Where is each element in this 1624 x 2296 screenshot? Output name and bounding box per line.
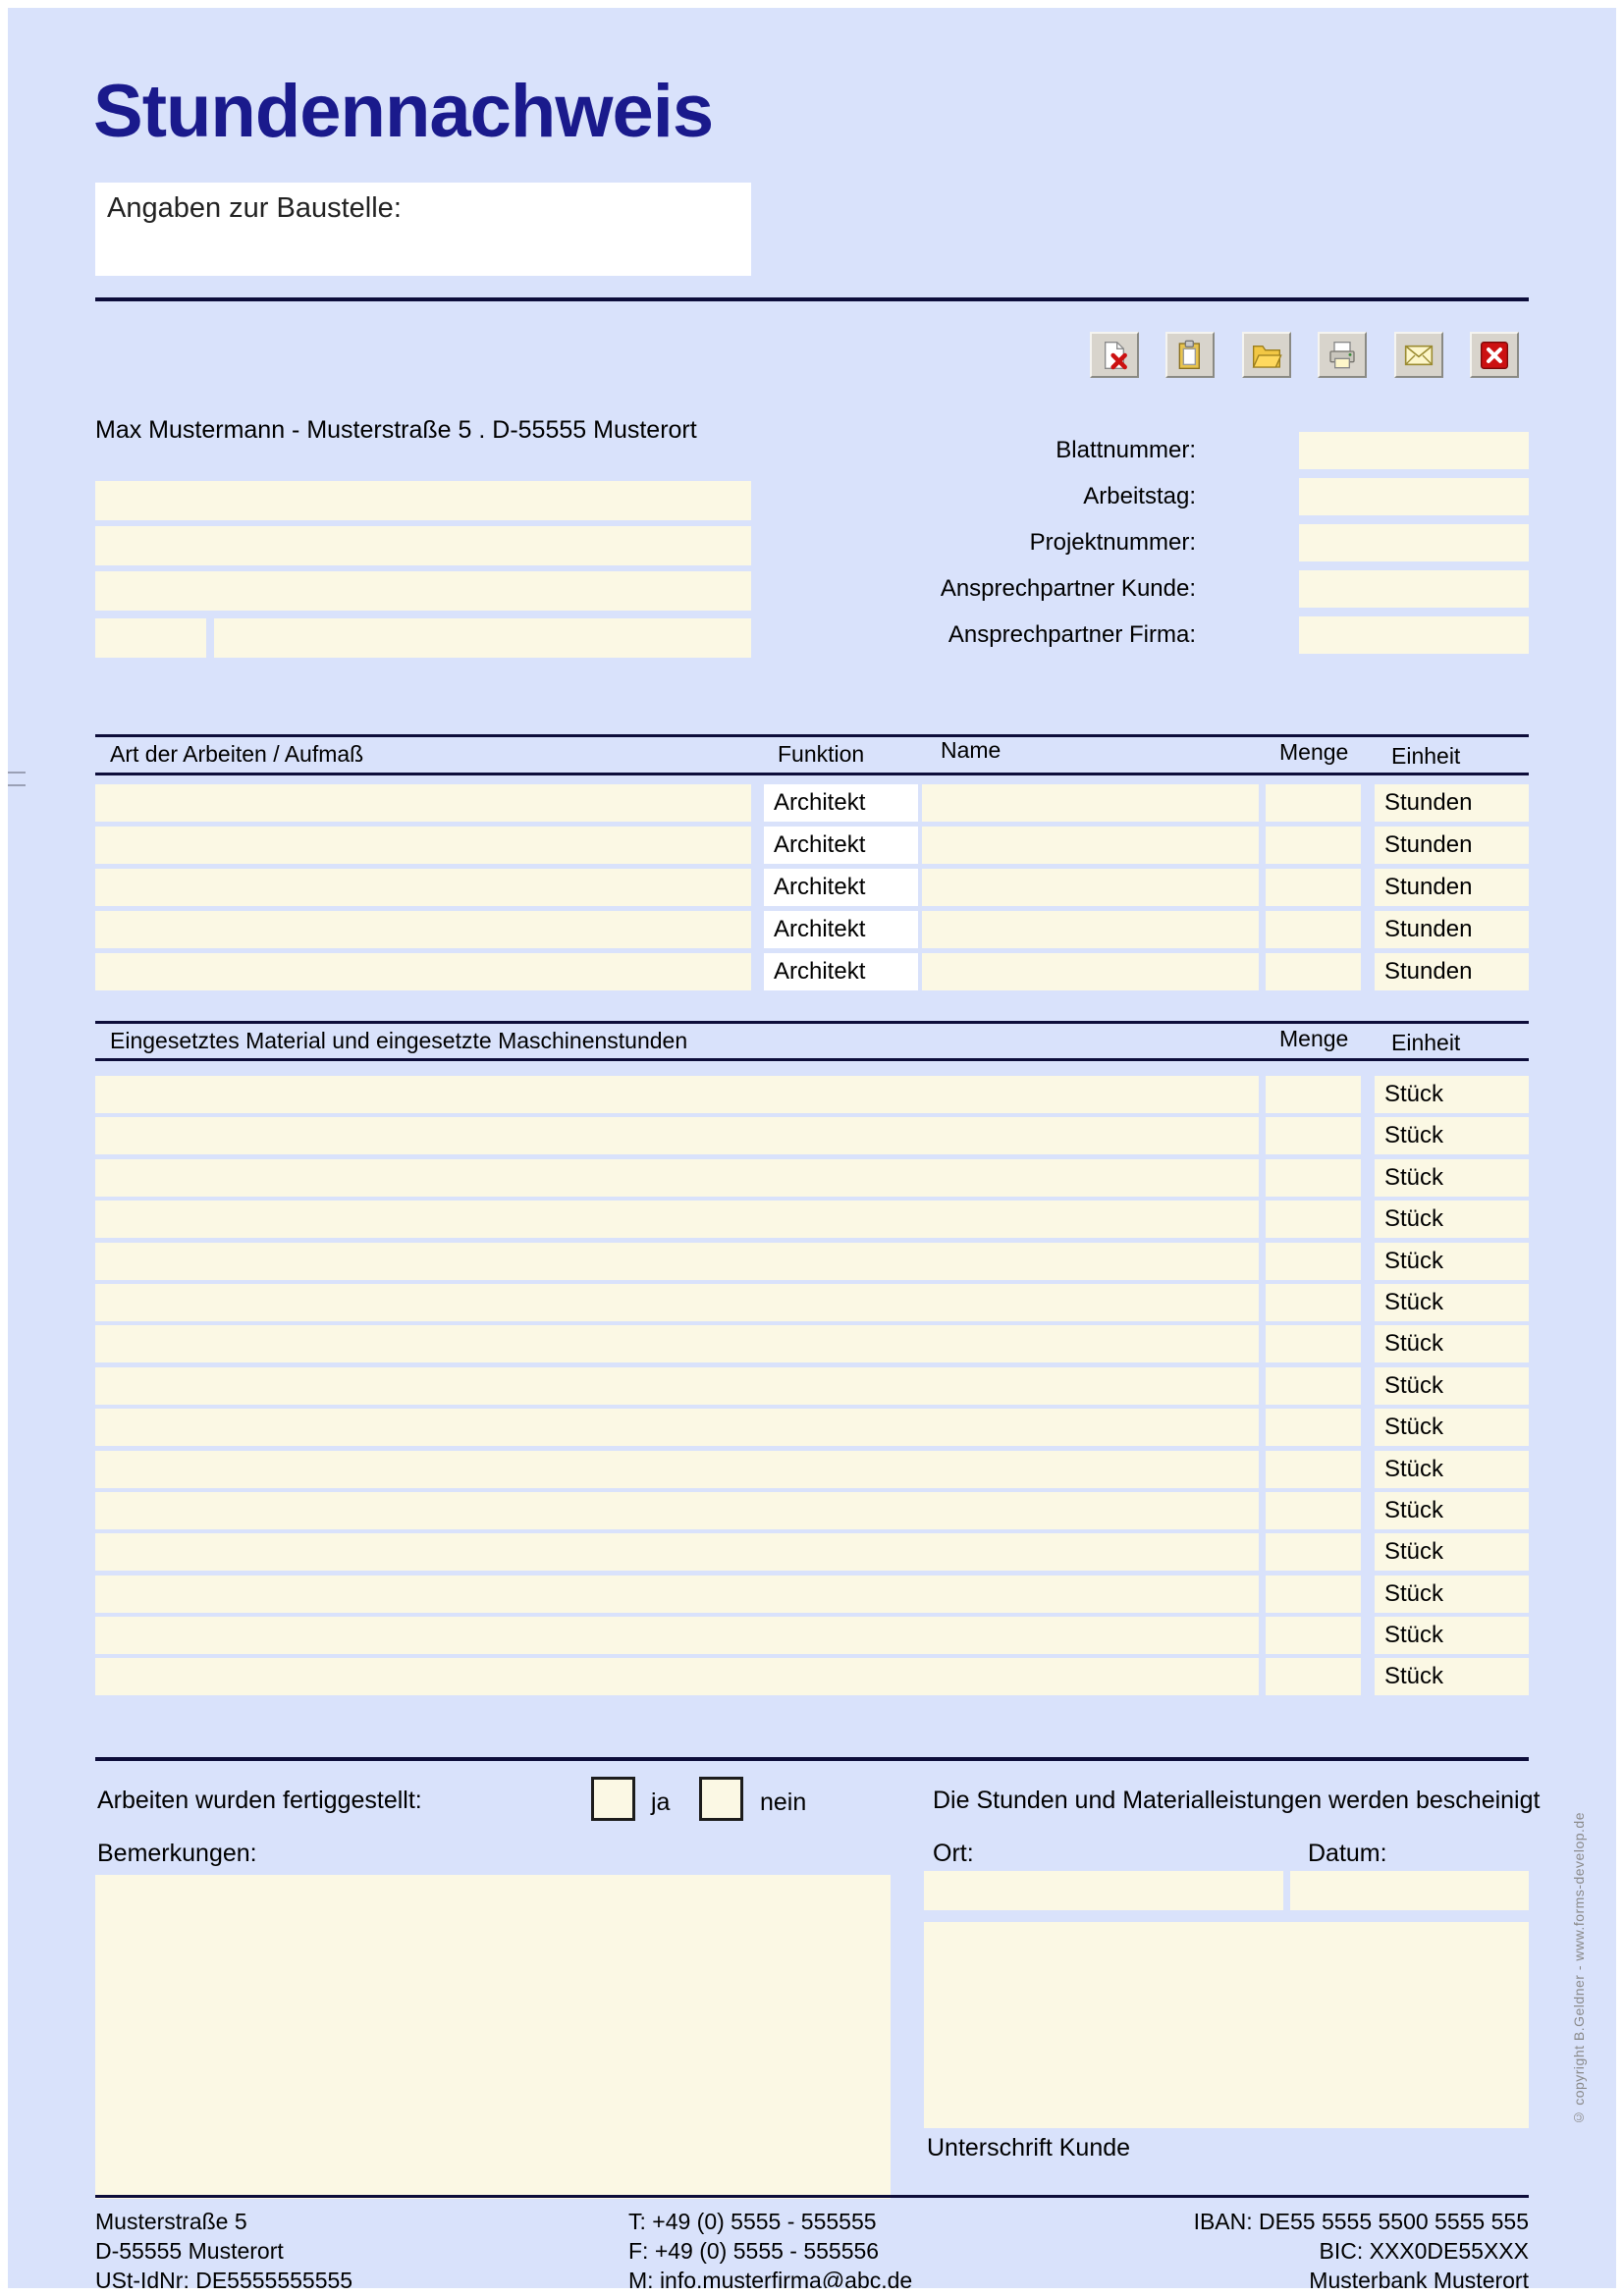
open-folder-button[interactable]: [1242, 332, 1291, 378]
close-icon: [1479, 340, 1510, 371]
work-einheit-field[interactable]: Stunden: [1375, 784, 1529, 822]
baustelle-label: Angaben zur Baustelle:: [107, 192, 402, 224]
work-header-art: Art der Arbeiten / Aufmaß: [110, 741, 364, 767]
material-einheit-field[interactable]: Stück: [1375, 1367, 1529, 1405]
work-funktion-select[interactable]: Architekt: [764, 911, 918, 948]
checkbox-ja[interactable]: [591, 1777, 635, 1821]
meta-row-arbeitstag: [0, 478, 1529, 515]
material-einheit-field[interactable]: Stück: [1375, 1409, 1529, 1446]
footer-iban: IBAN: DE55 5555 5500 5555 555: [1193, 2209, 1529, 2234]
signature-label: Unterschrift Kunde: [927, 2134, 1131, 2162]
completion-divider: [95, 1757, 1529, 1761]
material-table-row: [0, 1201, 1624, 1238]
page-title: Stundennachweis: [93, 70, 714, 153]
work-art-input[interactable]: [95, 911, 751, 948]
material-input[interactable]: [95, 1159, 1259, 1197]
material-menge-input[interactable]: [1266, 1367, 1361, 1405]
footer-rule: [95, 2195, 1529, 2198]
material-menge-input[interactable]: [1266, 1409, 1361, 1446]
material-input[interactable]: [95, 1533, 1259, 1571]
work-einheit-field[interactable]: Stunden: [1375, 869, 1529, 906]
checkbox-nein[interactable]: [699, 1777, 743, 1821]
footer-address-1: Musterstraße 5: [95, 2209, 247, 2234]
material-table-row: [0, 1076, 1624, 1113]
work-menge-input[interactable]: [1266, 911, 1361, 948]
work-einheit-field[interactable]: Stunden: [1375, 953, 1529, 990]
material-menge-input[interactable]: [1266, 1451, 1361, 1488]
print-icon: [1326, 340, 1358, 371]
material-menge-input[interactable]: [1266, 1201, 1361, 1238]
material-menge-input[interactable]: [1266, 1076, 1361, 1113]
material-table-row: [0, 1243, 1624, 1280]
work-art-input[interactable]: [95, 869, 751, 906]
projektnummer-input[interactable]: [1299, 524, 1529, 561]
work-name-input[interactable]: [922, 827, 1259, 864]
footer-bank: Musterbank Musterort: [1309, 2268, 1529, 2293]
material-table-row: [0, 1658, 1624, 1695]
material-menge-input[interactable]: [1266, 1575, 1361, 1613]
footer-address-3: USt-IdNr: DE5555555555: [95, 2268, 353, 2293]
work-art-input[interactable]: [95, 784, 751, 822]
material-input[interactable]: [95, 1325, 1259, 1362]
footer-address-2: D-55555 Musterort: [95, 2238, 284, 2264]
material-einheit-field[interactable]: Stück: [1375, 1243, 1529, 1280]
clipboard-paste-icon: [1174, 340, 1206, 371]
material-einheit-field[interactable]: Stück: [1375, 1451, 1529, 1488]
fold-mark: [0, 772, 26, 774]
print-button[interactable]: [1318, 332, 1367, 378]
material-input[interactable]: [95, 1117, 1259, 1154]
work-name-input[interactable]: [922, 784, 1259, 822]
material-menge-input[interactable]: [1266, 1159, 1361, 1197]
work-table-row: [0, 784, 1624, 822]
material-input[interactable]: [95, 1367, 1259, 1405]
checkbox-nein-label: nein: [760, 1789, 807, 1816]
work-menge-input[interactable]: [1266, 869, 1361, 906]
bemerkungen-textarea[interactable]: [95, 1875, 891, 2199]
work-header-funktion: Funktion: [778, 741, 865, 767]
material-einheit-field[interactable]: Stück: [1375, 1159, 1529, 1197]
checkbox-ja-label: ja: [651, 1789, 671, 1816]
close-button[interactable]: [1470, 332, 1519, 378]
material-input[interactable]: [95, 1201, 1259, 1238]
footer-fax: F: +49 (0) 5555 - 555556: [628, 2238, 880, 2264]
work-funktion-select[interactable]: Architekt: [764, 869, 918, 906]
material-input[interactable]: [95, 1076, 1259, 1113]
material-table-row: [0, 1159, 1624, 1197]
work-name-input[interactable]: [922, 953, 1259, 990]
projektnummer-label: Projektnummer:: [1029, 529, 1196, 556]
material-menge-input[interactable]: [1266, 1243, 1361, 1280]
work-funktion-select[interactable]: Architekt: [764, 827, 918, 864]
material-menge-input[interactable]: [1266, 1492, 1361, 1529]
ort-label: Ort:: [933, 1840, 974, 1867]
material-table-row: [0, 1617, 1624, 1654]
remarks-label: Bemerkungen:: [97, 1840, 257, 1867]
ansprechpartner-kunde-label: Ansprechpartner Kunde:: [940, 575, 1196, 602]
email-icon: [1403, 340, 1435, 371]
work-name-input[interactable]: [922, 911, 1259, 948]
blattnummer-label: Blattnummer:: [1056, 437, 1196, 463]
paste-button[interactable]: [1165, 332, 1215, 378]
material-menge-input[interactable]: [1266, 1325, 1361, 1362]
delete-document-button[interactable]: [1090, 332, 1139, 378]
work-einheit-field[interactable]: Stunden: [1375, 911, 1529, 948]
work-funktion-select[interactable]: Architekt: [764, 784, 918, 822]
material-menge-input[interactable]: [1266, 1658, 1361, 1695]
material-einheit-field[interactable]: Stück: [1375, 1617, 1529, 1654]
material-table-rows: [0, 1076, 1624, 1695]
material-input[interactable]: [95, 1617, 1259, 1654]
material-einheit-field[interactable]: Stück: [1375, 1492, 1529, 1529]
arbeitstag-label: Arbeitstag:: [1083, 483, 1196, 509]
work-table-row: [0, 827, 1624, 864]
work-header-menge: Menge: [1279, 739, 1349, 765]
work-table-header-rule: [95, 773, 1529, 775]
delete-document-icon: [1099, 340, 1130, 371]
material-input[interactable]: [95, 1243, 1259, 1280]
material-einheit-field[interactable]: Stück: [1375, 1658, 1529, 1695]
material-table-header-rule: [95, 1058, 1529, 1061]
material-menge-input[interactable]: [1266, 1617, 1361, 1654]
material-einheit-field[interactable]: Stück: [1375, 1076, 1529, 1113]
material-einheit-field[interactable]: Stück: [1375, 1533, 1529, 1571]
work-einheit-field[interactable]: Stunden: [1375, 827, 1529, 864]
email-button[interactable]: [1394, 332, 1443, 378]
material-einheit-field[interactable]: Stück: [1375, 1201, 1529, 1238]
blattnummer-input[interactable]: [1299, 432, 1529, 469]
work-table-row: [0, 869, 1624, 906]
material-einheit-field[interactable]: Stück: [1375, 1575, 1529, 1613]
datum-input[interactable]: [1290, 1871, 1529, 1910]
material-einheit-field[interactable]: Stück: [1375, 1284, 1529, 1321]
material-menge-input[interactable]: [1266, 1117, 1361, 1154]
material-table-row: [0, 1325, 1624, 1362]
work-table-row: [0, 911, 1624, 948]
material-table-row: [0, 1492, 1624, 1529]
meta-row-ansprechpartner-firma: [0, 616, 1529, 654]
certify-text: Die Stunden und Materialleistungen werden bescheinigt: [933, 1787, 1541, 1814]
work-funktion-select[interactable]: Architekt: [764, 953, 918, 990]
material-input[interactable]: [95, 1409, 1259, 1446]
material-table-row: [0, 1284, 1624, 1321]
arbeitstag-input[interactable]: [1299, 478, 1529, 515]
footer-bic: BIC: XXX0DE55XXX: [1319, 2238, 1529, 2264]
material-table-row: [0, 1367, 1624, 1405]
sender-line: Max Mustermann - Musterstraße 5 . D-55555 Musterort: [95, 416, 697, 444]
footer-phone: T: +49 (0) 5555 - 555555: [628, 2209, 877, 2234]
material-input[interactable]: [95, 1575, 1259, 1613]
datum-label: Datum:: [1308, 1840, 1387, 1867]
divider-top: [95, 297, 1529, 301]
meta-row-blattnummer: [0, 432, 1529, 469]
material-menge-input[interactable]: [1266, 1284, 1361, 1321]
material-input[interactable]: [95, 1658, 1259, 1695]
work-table-row: [0, 953, 1624, 990]
work-menge-input[interactable]: [1266, 953, 1361, 990]
material-einheit-field[interactable]: Stück: [1375, 1325, 1529, 1362]
material-table-row: [0, 1533, 1624, 1571]
copyright-note: © copyright B.Geldner - www.forms-develop.de: [1571, 1812, 1587, 2126]
signature-area[interactable]: [924, 1922, 1529, 2128]
material-header-menge: Menge: [1279, 1026, 1349, 1051]
work-header-einheit: Einheit: [1391, 743, 1461, 769]
material-menge-input[interactable]: [1266, 1533, 1361, 1571]
ort-input[interactable]: [924, 1871, 1283, 1910]
material-einheit-field[interactable]: Stück: [1375, 1117, 1529, 1154]
material-input[interactable]: [95, 1284, 1259, 1321]
material-header-einheit: Einheit: [1391, 1030, 1461, 1055]
meta-row-projektnummer: [0, 524, 1529, 561]
material-input[interactable]: [95, 1492, 1259, 1529]
material-header-title: Eingesetztes Material und eingesetzte Maschinenstunden: [110, 1028, 688, 1053]
work-art-input[interactable]: [95, 953, 751, 990]
ansprechpartner-firma-input[interactable]: [1299, 616, 1529, 654]
material-table-row: [0, 1409, 1624, 1446]
material-table-row: [0, 1451, 1624, 1488]
material-table-row: [0, 1117, 1624, 1154]
finished-label: Arbeiten wurden fertiggestellt:: [97, 1787, 422, 1814]
work-menge-input[interactable]: [1266, 827, 1361, 864]
baustelle-input-area[interactable]: [95, 183, 751, 276]
footer-email: M: info.musterfirma@abc.de: [628, 2268, 913, 2293]
work-art-input[interactable]: [95, 827, 751, 864]
work-table-rows: [0, 784, 1624, 990]
work-menge-input[interactable]: [1266, 784, 1361, 822]
meta-row-ansprechpartner-kunde: [0, 570, 1529, 608]
work-header-name: Name: [941, 737, 1001, 763]
material-table-row: [0, 1575, 1624, 1613]
material-input[interactable]: [95, 1451, 1259, 1488]
work-name-input[interactable]: [922, 869, 1259, 906]
ansprechpartner-kunde-input[interactable]: [1299, 570, 1529, 608]
ansprechpartner-firma-label: Ansprechpartner Firma:: [947, 621, 1196, 648]
open-folder-icon: [1251, 340, 1282, 371]
